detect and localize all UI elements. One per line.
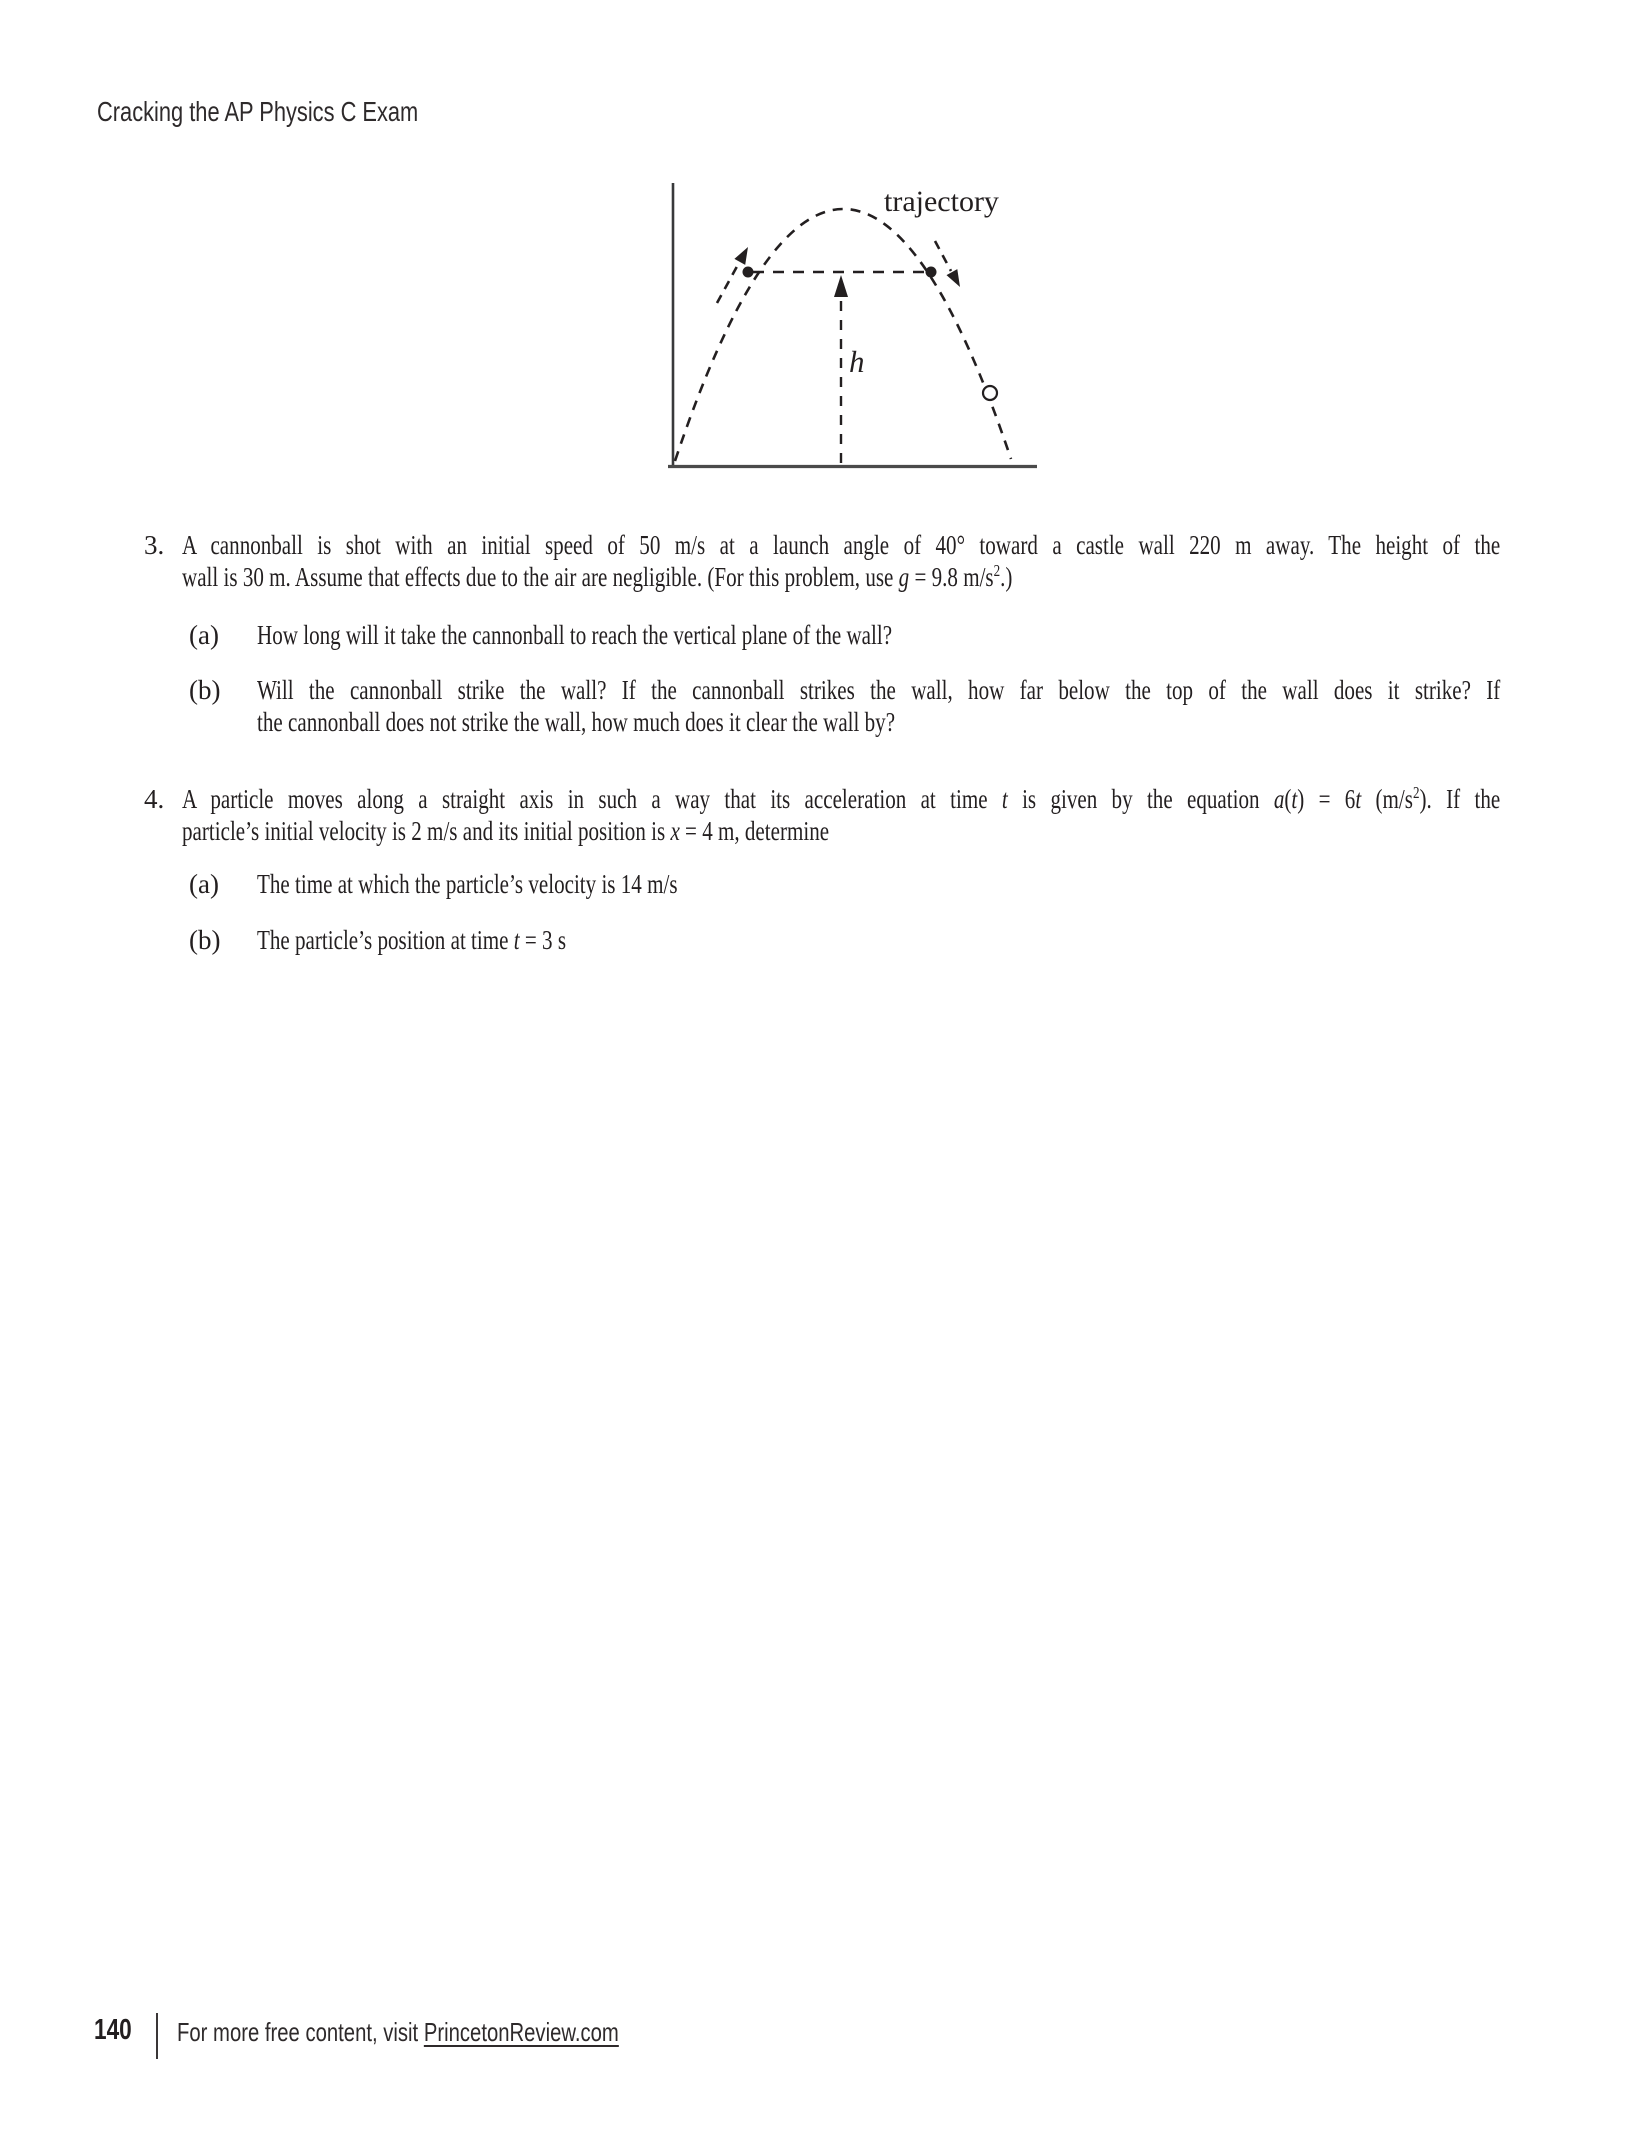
page-number: 140 [94, 2014, 132, 2046]
page-header-title: Cracking the AP Physics C Exam [97, 96, 419, 127]
question-4-line-1: A particle moves along a straight axis in such a way that its acceleration at time t is given by the equation a(t) = 6t $(m/s^2)$. If the [182, 783, 1501, 814]
question-4-part-a-line-1: The time at which the particle’s velocity is 14 m/s [257, 869, 678, 899]
question-3-part-b-text [257, 674, 1500, 738]
princeton-review-link[interactable]: PrincetonReview.com [423, 2017, 619, 2047]
question-4-part-a-text [257, 868, 1500, 900]
trajectory-label: trajectory [884, 185, 999, 218]
footer-note [177, 2017, 619, 2048]
question-3-part-b-line-2: the cannonball does not strike the wall, how much does it clear the wall by? [257, 707, 896, 737]
question-3-body [182, 529, 1500, 593]
question-3-part-a-line-1: How long will it take the cannonball to reach the vertical plane of the wall? [257, 620, 893, 650]
trajectory-curve [675, 209, 1011, 461]
question-3-line-1: A cannonball is shot with an initial speed of 50 m/s at a launch angle of 40° toward a castle wall 220 m away. The height of the [182, 530, 1501, 560]
question-3-part-b-line-1: Will the cannonball strike the wall? If the cannonball strikes the wall, how far below the top of the wall does it strike? If [257, 675, 1501, 705]
question-3-line-2: wall is 30 m. Assume that effects due to the air are negligible. (For this problem, use g = 9.8 $m/s^2$.) [182, 561, 1013, 592]
question-4-number: 4. [144, 784, 165, 814]
question-4-part-b-label: (b) [189, 925, 221, 955]
question-3-part-b-label: (b) [189, 675, 221, 705]
question-4-line-2: particle’s initial velocity is 2 m/s and its initial position is x = 4 m, determine [182, 816, 830, 846]
right-velocity-arrowhead-icon [947, 269, 961, 287]
cannonball-marker [983, 386, 997, 400]
height-arrowhead-icon [834, 275, 848, 297]
question-4-body [182, 783, 1500, 847]
right-point-dot [926, 267, 937, 278]
left-velocity-vector [717, 261, 740, 303]
trajectory-figure [640, 160, 1060, 480]
height-label: h [849, 344, 865, 379]
left-point-dot [743, 267, 754, 278]
footer-divider [156, 2013, 158, 2059]
question-4-part-b-text [257, 924, 1500, 956]
question-4-part-b-line-1: The particle’s position at time t = 3 s [257, 925, 567, 955]
right-velocity-vector [935, 241, 951, 271]
question-3-number: 3. [144, 530, 165, 560]
question-3-part-a-text [257, 619, 1500, 651]
question-3-part-a-label: (a) [189, 620, 219, 650]
left-velocity-arrowhead-icon [734, 247, 748, 265]
question-4-part-a-label: (a) [189, 869, 219, 899]
footer-note-text: For more free content, visit [177, 2017, 424, 2047]
